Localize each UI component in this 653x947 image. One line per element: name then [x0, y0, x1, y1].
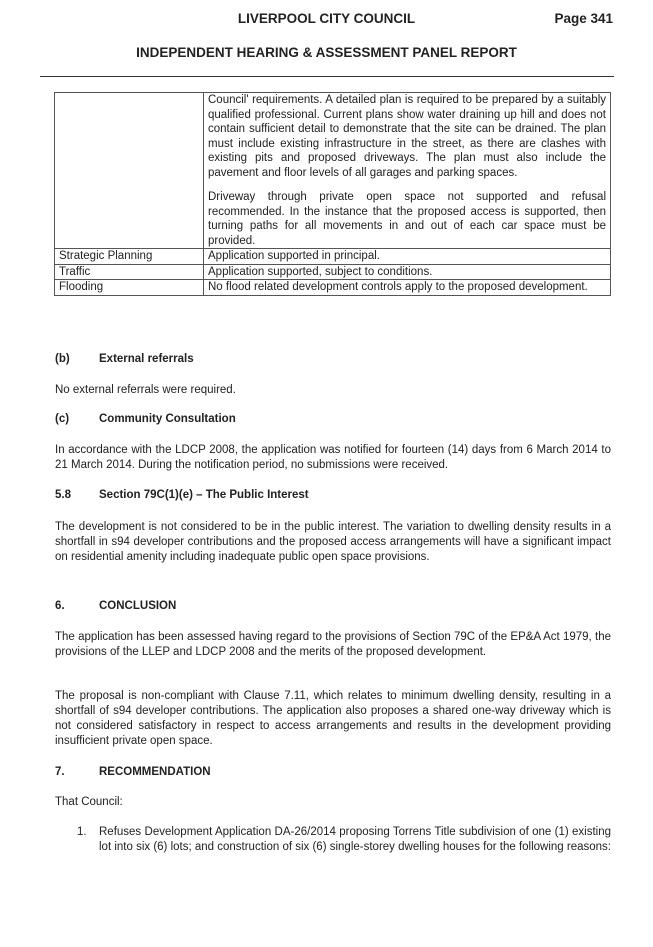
- section-b-text: No external referrals were required.: [55, 384, 236, 396]
- list-item-text: Refuses Development Application DA-26/2014 proposing Torrens Title subdivision of one (1) existing lot into six (6) lots; and construction of six (6) single-storey dwelling houses for the following reasons:: [99, 826, 611, 853]
- section-5-8-heading: [55, 489, 309, 501]
- header-divider: [40, 76, 614, 77]
- conclusion-paragraph-1: The application has been assessed having regard to the provisions of Section 79C of the EP&A Act 1979, the provisions of the LLEP and LDCP 2008 and the merits of the proposed development.: [55, 631, 611, 658]
- section-b-heading: [55, 353, 194, 365]
- section-title: Section 79C(1)(e) – The Public Interest: [99, 489, 309, 501]
- comment-cell: [204, 264, 611, 280]
- section-number: 6.: [55, 600, 65, 612]
- recommendation-intro: That Council:: [55, 796, 123, 808]
- internal-referrals-table: [54, 92, 611, 296]
- section-title: RECOMMENDATION: [99, 766, 211, 778]
- page-header: [0, 11, 653, 29]
- section-title: CONCLUSION: [99, 600, 177, 612]
- section-title: External referrals: [99, 353, 194, 365]
- section-c-heading: [55, 413, 236, 425]
- table-row: [55, 249, 611, 265]
- page-number: Page 341: [554, 11, 613, 26]
- department-cell: Strategic Planning: [55, 249, 204, 265]
- list-item-number: 1.: [77, 826, 87, 838]
- comment-paragraph: Application supported in principal.: [208, 250, 380, 262]
- table-row: [55, 280, 611, 296]
- comment-cell: [204, 93, 611, 249]
- table-row: [55, 93, 611, 249]
- comment-paragraph: Council' requirements. A detailed plan is required to be prepared by a suitably qualified professional. Current plans show water draining up hill and does not contain sufficient detail to demonstrate that the site can be drained. The plan must include existing infrastructure in the street, as there are clashes with existing pits and proposed driveways. The plan must also include the pavement and floor levels of all garages and parking spaces.: [208, 94, 606, 179]
- section-number: 7.: [55, 766, 65, 778]
- list-item: [77, 825, 611, 855]
- section-number: (b): [55, 353, 70, 365]
- department-cell: Traffic: [55, 264, 204, 280]
- section-5-8-text: The development is not considered to be in the public interest. The variation to dwelling density results in a shortfall in s94 developer contributions and the proposed access arrangements will have a significant impact on residential amenity including inadequate public open space provisions.: [55, 521, 611, 563]
- report-title: INDEPENDENT HEARING & ASSESSMENT PANEL REPORT: [136, 45, 517, 60]
- section-6-heading: [55, 600, 176, 612]
- comment-paragraph: Application supported, subject to conditions.: [208, 265, 433, 278]
- section-title: Community Consultation: [99, 413, 236, 425]
- comment-cell: [204, 249, 611, 265]
- section-number: (c): [55, 413, 70, 425]
- section-c-text: In accordance with the LDCP 2008, the application was notified for fourteen (14) days from 6 March 2014 to 21 March 2014. During the notification period, no submissions were received.: [55, 444, 611, 471]
- conclusion-paragraph-2: The proposal is non-compliant with Clause 7.11, which relates to minimum dwelling density, resulting in a shortfall of s94 developer contributions. The application also proposes a shared one-way driveway which is not considered satisfactory in respect to access arrangements and results in the development providing insufficient private open space.: [55, 690, 611, 747]
- comment-paragraph: Driveway through private open space not supported and refusal recommended. In the instance that the proposed access is supported, then turning paths for all movements in and out of each car space must be provided.: [208, 191, 606, 247]
- department-cell: Flooding: [55, 280, 204, 296]
- department-cell: [55, 93, 204, 249]
- section-7-heading: [55, 766, 211, 778]
- comment-cell: [204, 280, 611, 296]
- table-row: [55, 264, 611, 280]
- comment-paragraph: No flood related development controls apply to the proposed development.: [208, 281, 588, 293]
- section-number: 5.8: [55, 489, 71, 501]
- council-name: LIVERPOOL CITY COUNCIL: [237, 11, 416, 26]
